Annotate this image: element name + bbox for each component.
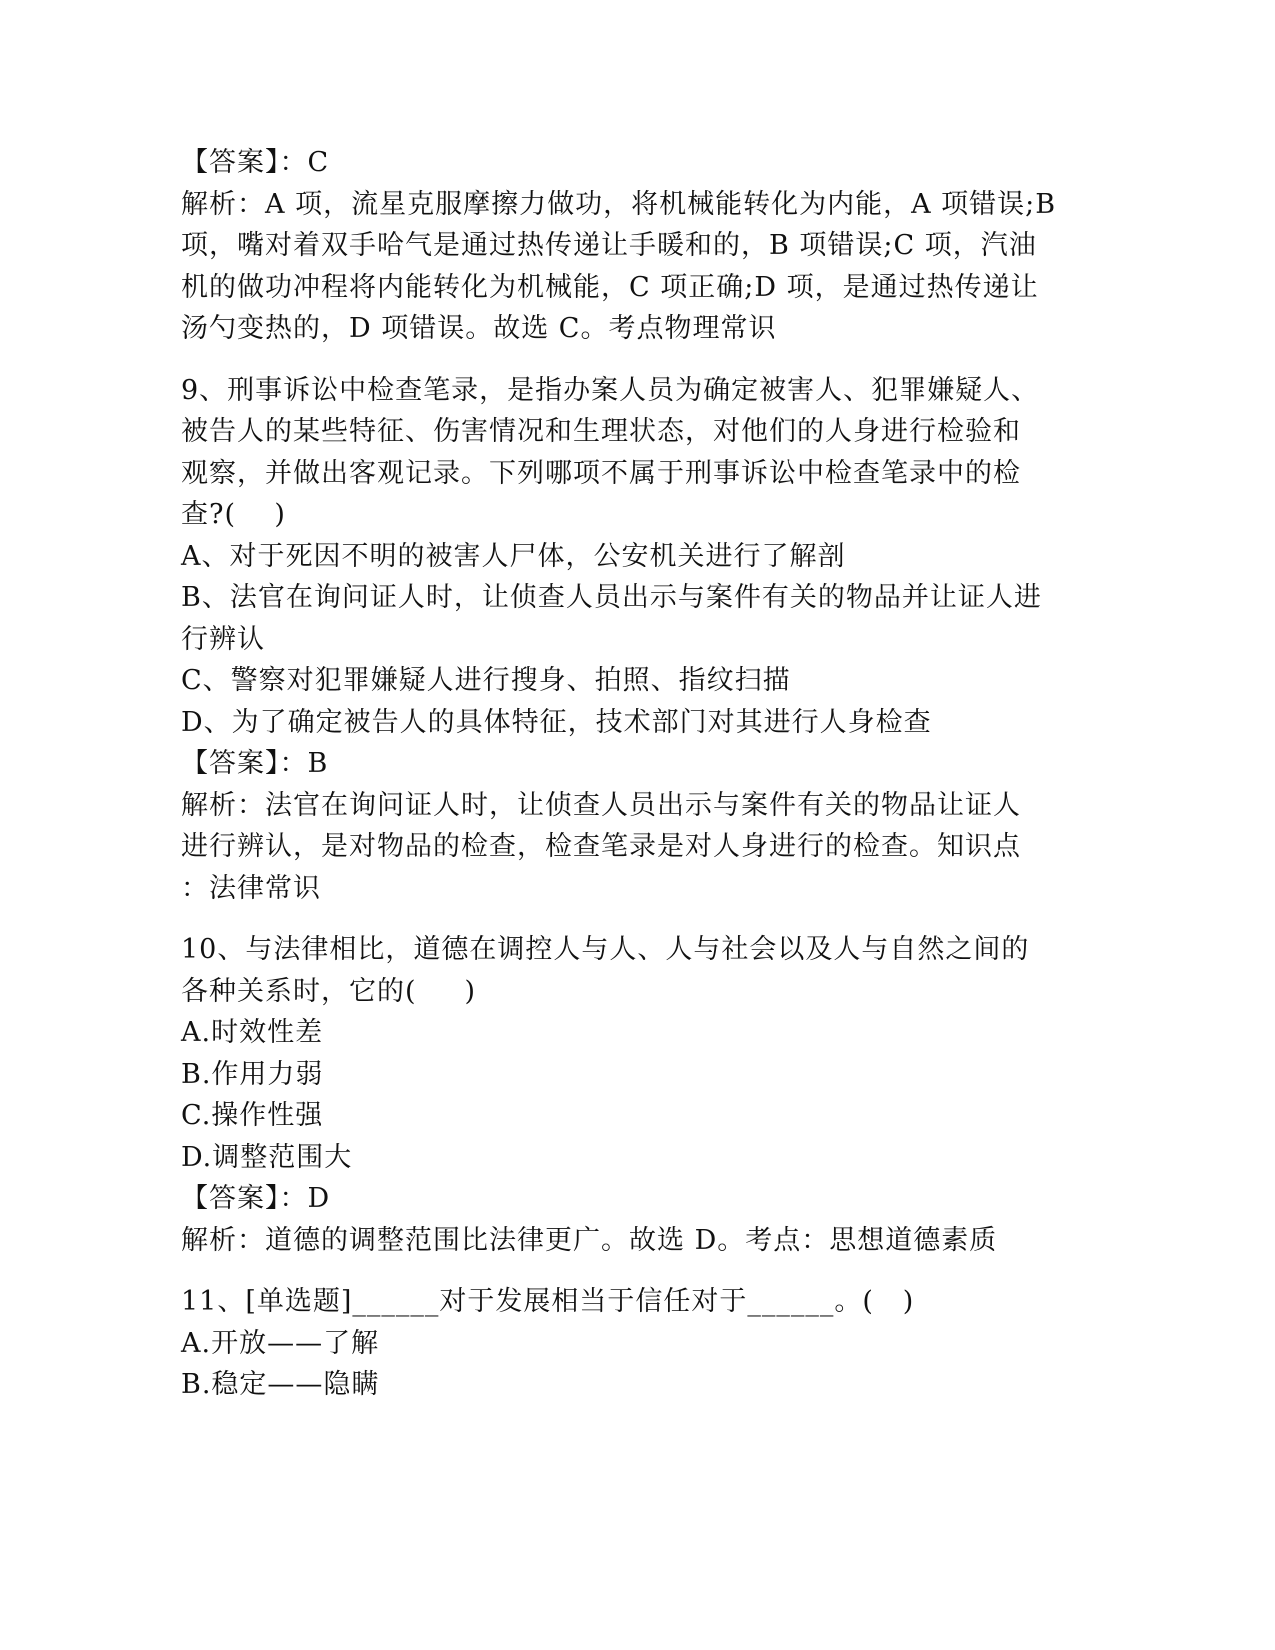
section-gap [181, 1261, 1041, 1281]
option-b-continued: 行辨认 [181, 623, 265, 655]
question-stem-line: 10、与法律相比，道德在调控人与人、人与社会以及人与自然之间的 [181, 934, 1030, 965]
explanation-line: 解析：道德的调整范围比法律更广。故选 D。考点：思想道德素质 [181, 1224, 998, 1256]
question-10 [181, 929, 1041, 1261]
question-stem-line: 9、刑事诉讼中检查笔录，是指办案人员为确定被害人、犯罪嫌疑人、 [181, 374, 1040, 406]
answer-line: 【答案】：D [181, 1183, 331, 1214]
option-c: C.操作性强 [181, 1100, 324, 1131]
explanation-line: ：法律常识 [181, 872, 321, 904]
section-gap [181, 350, 1041, 370]
question-8-answer-section [181, 142, 1057, 350]
option-d: D、为了确定被告人的具体特征，技术部门对其进行人身检查 [181, 706, 932, 738]
question-9 [181, 370, 1041, 910]
answer-line: 【答案】：B [181, 748, 329, 779]
explanation-line: 解析：A 项，流星克服摩擦力做功，将机械能转化为内能，A 项错误;B [181, 188, 1057, 220]
explanation-line: 项，嘴对着双手哈气是通过热传递让手暖和的，B 项错误;C 项，汽油 [181, 230, 1037, 261]
section-gap [181, 909, 1041, 929]
option-c: C、警察对犯罪嫌疑人进行搜身、拍照、指纹扫描 [181, 665, 791, 696]
explanation-line: 解析：法官在询问证人时，让侦查人员出示与案件有关的物品让证人 [181, 789, 1021, 821]
option-d: D.调整范围大 [181, 1141, 353, 1173]
question-stem-line: 查?( ) [181, 499, 286, 530]
question-11 [181, 1281, 1041, 1406]
document-page [181, 142, 1057, 1406]
question-stem-line: 被告人的某些特征、伤害情况和生理状态，对他们的人身进行检验和 [181, 416, 1021, 447]
option-b: B.作用力弱 [181, 1058, 324, 1090]
option-b: B.稳定——隐瞒 [181, 1369, 380, 1400]
option-a: A.开放——了解 [181, 1327, 380, 1359]
question-stem-line: 各种关系时，它的( ) [181, 975, 476, 1007]
explanation-line: 机的做功冲程将内能转化为机械能，C 项正确;D 项，是通过热传递让 [181, 271, 1039, 303]
option-b: B、法官在询问证人时，让侦查人员出示与案件有关的物品并让证人进 [181, 582, 1042, 613]
question-stem-line: 11、[单选题]______对于发展相当于信任对于______。( ) [181, 1286, 915, 1317]
option-a: A.时效性差 [181, 1017, 324, 1048]
answer-line: 【答案】：C [181, 147, 330, 178]
explanation-line: 汤勺变热的，D 项错误。故选 C。考点物理常识 [181, 313, 777, 344]
question-stem-line: 观察，并做出客观记录。下列哪项不属于刑事诉讼中检查笔录中的检 [181, 457, 1021, 489]
option-a: A、对于死因不明的被害人尸体，公安机关进行了解剖 [181, 540, 846, 572]
explanation-line: 进行辨认，是对物品的检查，检查笔录是对人身进行的检查。知识点 [181, 831, 1021, 862]
